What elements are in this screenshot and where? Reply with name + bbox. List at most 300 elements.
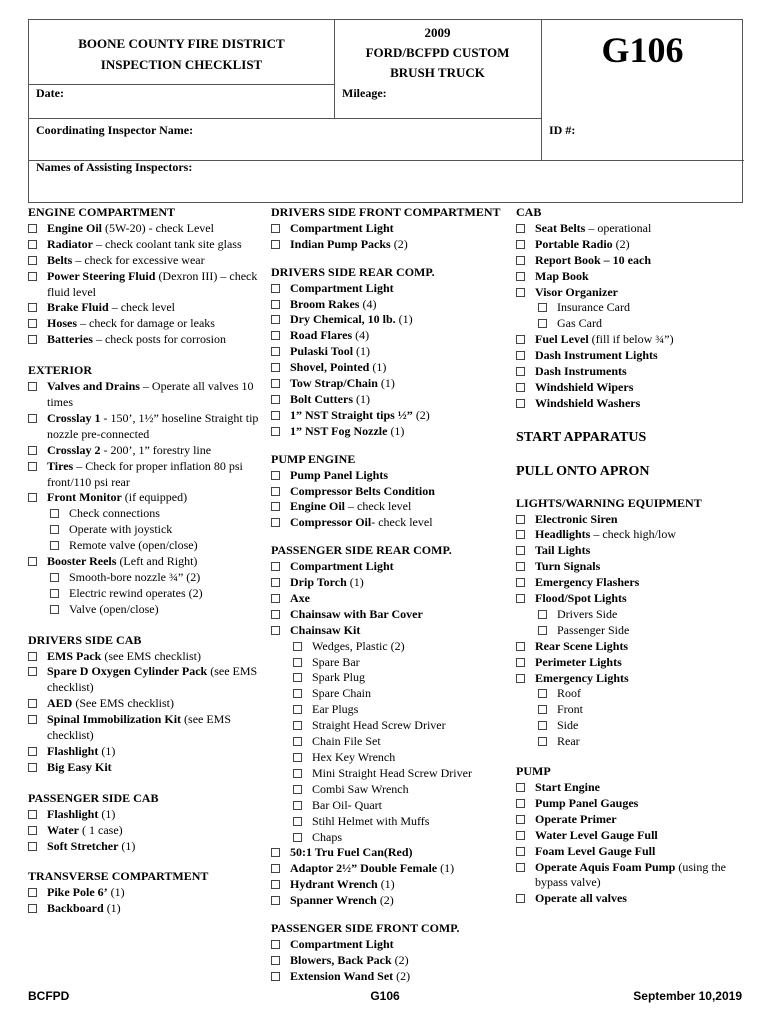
item-note: - 200’, 1” forestry line [100, 442, 212, 457]
item-label: Engine Oil [47, 220, 103, 235]
item-label: Turn Signals [535, 559, 601, 574]
checklist-item [516, 364, 756, 380]
item-label: Start Engine [535, 780, 601, 794]
checklist-item [28, 554, 260, 570]
item-note: (1) [353, 344, 371, 359]
section-title: DRIVERS SIDE FRONT COMPARTMENT [271, 205, 501, 219]
checklist-item [28, 459, 260, 491]
checkbox[interactable] [516, 863, 525, 872]
checkbox[interactable] [50, 573, 59, 582]
item-label: Belts [47, 252, 73, 267]
checklist-item [271, 607, 507, 623]
drivers-cab-list [28, 649, 260, 776]
checkbox[interactable] [28, 763, 37, 772]
checkbox[interactable] [516, 399, 525, 408]
item-note: (1) [103, 901, 121, 916]
checkbox[interactable] [28, 747, 37, 756]
checklist-item [516, 860, 756, 892]
start-apparatus-heading: START APPARATUS [516, 429, 647, 445]
item-label: Pump Panel Lights [290, 467, 389, 482]
item-note: (2) [376, 893, 394, 908]
checklist-subitem [271, 830, 507, 846]
item-label: Compartment Light [290, 936, 394, 951]
vehicle-title [334, 23, 541, 83]
checkbox[interactable] [271, 594, 280, 603]
checkbox[interactable] [293, 769, 302, 778]
column-2 [271, 205, 507, 985]
item-label: Broom Rakes [290, 296, 360, 311]
checklist-item [271, 937, 507, 953]
item-label: Pike Pole 6’ [47, 885, 108, 900]
subitem-label: Straight Head Screw Driver [312, 718, 446, 733]
checkbox[interactable] [516, 240, 525, 249]
item-label: Water [47, 822, 79, 837]
checkbox[interactable] [50, 525, 59, 534]
vehicle-line: BRUSH TRUCK [390, 65, 485, 80]
checklist-subitem [271, 734, 507, 750]
subitem-label: Combi Saw Wrench [312, 781, 409, 796]
subitem-label: Passenger Side [557, 622, 630, 637]
item-label: Extension Wand Set [290, 968, 394, 983]
checkbox[interactable] [516, 815, 525, 824]
checklist-item [516, 285, 756, 301]
item-note: (1) [369, 360, 387, 375]
item-note: – Operate all valves 10 times [47, 379, 254, 409]
section-title: DRIVERS SIDE REAR COMP. [271, 264, 435, 279]
checkbox[interactable] [271, 315, 280, 324]
checkbox[interactable] [516, 288, 525, 297]
item-label: Dry Chemical, 10 lb. [290, 312, 396, 327]
checkbox[interactable] [271, 240, 280, 249]
subitem-label: Ear Plugs [312, 702, 359, 717]
checklist-item [271, 468, 507, 484]
item-label: EMS Pack [47, 648, 102, 663]
checklist-item [28, 300, 260, 316]
item-label: Seat Belts [535, 220, 586, 235]
item-note: (1) [118, 838, 136, 853]
checkbox[interactable] [28, 810, 37, 819]
item-note: (1) [98, 744, 116, 758]
item-label: Pump Panel Gauges [535, 795, 639, 810]
pump-engine-list [271, 468, 507, 532]
checklist-item [516, 655, 756, 671]
checklist-subitem [28, 522, 260, 538]
item-label: Brake Fluid [47, 300, 109, 315]
checklist-item [28, 237, 260, 253]
item-note: (2) [412, 407, 430, 422]
checkbox[interactable] [28, 493, 37, 502]
checklist-item [271, 893, 507, 909]
checkbox[interactable] [28, 557, 37, 566]
checkbox[interactable] [516, 783, 525, 792]
subitem-label: Rear [557, 734, 580, 749]
checkbox[interactable] [271, 411, 280, 420]
checkbox[interactable] [538, 610, 547, 619]
item-label: Report Book – 10 each [535, 252, 651, 267]
section-title: EXTERIOR [28, 363, 93, 378]
checkbox[interactable] [271, 300, 280, 309]
checkbox[interactable] [516, 367, 525, 376]
checkbox[interactable] [538, 319, 547, 328]
item-label: Flashlight [47, 744, 99, 758]
divider [29, 118, 541, 119]
item-label: Backboard [47, 901, 104, 916]
item-label: Water Level Gauge Full [535, 827, 658, 842]
checkbox[interactable] [516, 578, 525, 587]
section-title: PASSENGER SIDE REAR COMP. [271, 543, 452, 558]
transverse-list [28, 885, 260, 917]
checklist-item [28, 807, 260, 823]
item-label: Drip Torch [290, 575, 347, 590]
checklist-subitem [28, 586, 260, 602]
item-note: (1) [377, 376, 395, 391]
checklist-subitem [28, 538, 260, 554]
checkbox[interactable] [28, 303, 37, 312]
checkbox[interactable] [28, 699, 37, 708]
checkbox[interactable] [271, 896, 280, 905]
section-title: PASSENGER SIDE CAB [28, 790, 159, 805]
checklist-item [28, 696, 260, 712]
checkbox[interactable] [293, 833, 302, 842]
checkbox[interactable] [271, 626, 280, 635]
checklist-subitem [516, 316, 756, 332]
checkbox[interactable] [28, 240, 37, 249]
checkbox[interactable] [28, 715, 37, 724]
checklist-item [516, 639, 756, 655]
checkbox[interactable] [271, 379, 280, 388]
checkbox[interactable] [516, 335, 525, 344]
checklist-item [271, 845, 507, 861]
checkbox[interactable] [271, 940, 280, 949]
item-label: Portable Radio [535, 236, 613, 251]
item-note: – check high/low [590, 527, 676, 542]
checklist-item [271, 559, 507, 575]
checkbox[interactable] [271, 284, 280, 293]
checkbox[interactable] [516, 642, 525, 651]
checkbox[interactable] [271, 427, 280, 436]
item-note: – check posts for corrosion [92, 332, 226, 347]
checklist-item [271, 376, 507, 392]
checklist-item [271, 237, 507, 253]
section-title: ENGINE COMPARTMENT [28, 205, 176, 219]
item-note: (1) [98, 806, 116, 821]
checkbox[interactable] [28, 462, 37, 471]
checklist-item [28, 664, 260, 696]
checklist-item [516, 332, 756, 348]
checklist-item [516, 559, 756, 575]
checklist-item [28, 269, 260, 301]
checkbox[interactable] [28, 382, 37, 391]
subitem-label: Valve (open/close) [69, 601, 159, 616]
checkbox[interactable] [538, 737, 547, 746]
checkbox[interactable] [538, 689, 547, 698]
item-label: Booster Reels [47, 554, 117, 569]
subitem-label: Bar Oil- Quart [312, 797, 382, 812]
checkbox[interactable] [293, 817, 302, 826]
item-label: Valves and Drains [47, 379, 140, 394]
checkbox[interactable] [28, 888, 37, 897]
pull-onto-apron-heading: PULL ONTO APRON [516, 463, 650, 479]
checkbox[interactable] [516, 351, 525, 360]
checkbox[interactable] [28, 414, 37, 423]
checklist-item [516, 591, 756, 607]
checklist-item [516, 543, 756, 559]
subitem-label: Spark Plug [312, 670, 366, 685]
checkbox[interactable] [271, 487, 280, 496]
checkbox[interactable] [50, 541, 59, 550]
item-note: ( 1 case) [79, 822, 123, 837]
unit-number: G106 [601, 30, 684, 70]
checklist-subitem [28, 570, 260, 586]
org-line: BOONE COUNTY FIRE DISTRICT [78, 36, 285, 51]
checkbox[interactable] [516, 546, 525, 555]
checkbox[interactable] [28, 652, 37, 661]
checkbox[interactable] [516, 658, 525, 667]
checkbox[interactable] [28, 256, 37, 265]
item-label: Compressor Oil [290, 515, 372, 530]
checkbox[interactable] [28, 904, 37, 913]
subitem-label: Operate with joystick [69, 522, 173, 537]
checkbox[interactable] [293, 721, 302, 730]
item-label: Electronic Siren [535, 511, 618, 526]
item-label: Headlights [535, 527, 591, 542]
checkbox[interactable] [538, 303, 547, 312]
checkbox[interactable] [516, 894, 525, 903]
checkbox[interactable] [50, 589, 59, 598]
visor-sublist [516, 300, 756, 332]
checklist-item [516, 575, 756, 591]
checkbox[interactable] [516, 224, 525, 233]
checkbox[interactable] [516, 674, 525, 683]
checkbox[interactable] [271, 347, 280, 356]
checklist-item [516, 828, 756, 844]
checklist-item [516, 396, 756, 412]
checklist-item [28, 221, 260, 237]
header-box [28, 19, 743, 203]
section-title: TRANSVERSE COMPARTMENT [28, 869, 209, 884]
mileage-label: Mileage: [342, 86, 387, 100]
item-label: Operate all valves [535, 891, 627, 906]
checklist-subitem [28, 506, 260, 522]
subitem-label: Check connections [69, 506, 160, 521]
checkbox[interactable] [516, 562, 525, 571]
subitem-label: Drivers Side [557, 606, 618, 621]
checklist-subitem [271, 782, 507, 798]
checkbox[interactable] [271, 578, 280, 587]
checkbox[interactable] [28, 335, 37, 344]
item-label: Dash Instruments [535, 364, 627, 379]
checkbox[interactable] [293, 689, 302, 698]
checkbox[interactable] [271, 848, 280, 857]
item-label: Spare D Oxygen Cylinder Pack [47, 664, 208, 679]
item-note: (see EMS checklist) [47, 664, 258, 695]
pump-list [516, 780, 756, 907]
subitem-label: Spare Bar [312, 654, 360, 669]
checkbox[interactable] [28, 446, 37, 455]
checklist-item [28, 316, 260, 332]
checklist-item [271, 623, 507, 639]
item-note: (see EMS checklist) [47, 712, 232, 743]
item-label: Spanner Wrench [290, 893, 377, 908]
checklist-item [271, 861, 507, 877]
drivers-rear-list [271, 281, 507, 440]
checkbox[interactable] [538, 721, 547, 730]
item-label: Batteries [47, 332, 93, 347]
checkbox[interactable] [516, 847, 525, 856]
checklist-subitem [271, 655, 507, 671]
checkbox[interactable] [538, 705, 547, 714]
checkbox[interactable] [28, 842, 37, 851]
subitem-label: Mini Straight Head Screw Driver [312, 765, 472, 780]
checkbox[interactable] [293, 785, 302, 794]
checkbox[interactable] [271, 518, 280, 527]
item-note: – check coolant tank site glass [93, 236, 242, 251]
checklist-subitem [271, 670, 507, 686]
item-label: Crosslay 1 [47, 410, 101, 425]
item-label: Tires [47, 458, 74, 473]
checkbox[interactable] [516, 272, 525, 281]
checklist-item [28, 839, 260, 855]
checklist-item [516, 221, 756, 237]
checkbox[interactable] [271, 972, 280, 981]
checkbox[interactable] [516, 530, 525, 539]
checkbox[interactable] [271, 395, 280, 404]
checkbox[interactable] [28, 826, 37, 835]
emergency-lights-sublist [516, 686, 756, 750]
subitem-label: Wedges, Plastic (2) [312, 638, 405, 653]
checklist-item [28, 823, 260, 839]
subitem-label: Front [557, 702, 584, 717]
checklist-item [516, 891, 756, 907]
checkbox[interactable] [293, 673, 302, 682]
checklist-item [271, 484, 507, 500]
checklist-item [516, 844, 756, 860]
checkbox[interactable] [271, 956, 280, 965]
checklist-item [271, 515, 507, 531]
checkbox[interactable] [28, 319, 37, 328]
item-label: Chainsaw with Bar Cover [290, 606, 423, 621]
checkbox[interactable] [271, 864, 280, 873]
checklist-item [516, 812, 756, 828]
item-label: Flashlight [47, 806, 99, 821]
chainsaw-kit-sublist [271, 639, 507, 846]
checklist-item [271, 424, 507, 440]
subitem-label: Remote valve (open/close) [69, 538, 198, 553]
checkbox[interactable] [28, 272, 37, 281]
item-note: (using the bypass valve) [535, 859, 727, 890]
id-label: ID #: [549, 123, 576, 137]
checklist-item [271, 877, 507, 893]
checkbox[interactable] [516, 799, 525, 808]
checkbox[interactable] [271, 502, 280, 511]
checkbox[interactable] [271, 880, 280, 889]
checklist-item [271, 392, 507, 408]
checkbox[interactable] [293, 658, 302, 667]
checklist-item [271, 344, 507, 360]
vehicle-line: FORD/BCFPD CUSTOM [365, 45, 510, 60]
item-label: Rear Scene Lights [535, 638, 629, 653]
checkbox[interactable] [538, 626, 547, 635]
checkbox[interactable] [516, 594, 525, 603]
checkbox[interactable] [271, 331, 280, 340]
checkbox[interactable] [28, 667, 37, 676]
org-line: INSPECTION CHECKLIST [100, 57, 263, 72]
section-title: PUMP [516, 764, 551, 779]
section-title: PASSENGER SIDE FRONT COMP. [271, 921, 460, 936]
checkbox[interactable] [293, 801, 302, 810]
subitem-label: Electric rewind operates (2) [69, 585, 203, 600]
item-note: – Check for proper inflation 80 psi front/110 psi rear [47, 458, 243, 489]
checkbox[interactable] [28, 224, 37, 233]
item-label: Flood/Spot Lights [535, 591, 627, 606]
item-note: (2) [390, 236, 408, 251]
checklist-item [28, 649, 260, 665]
item-label: Big Easy Kit [47, 759, 112, 774]
item-note: (5W-20) - check Level [102, 220, 214, 235]
subitem-label: Side [557, 718, 579, 733]
checkbox[interactable] [516, 256, 525, 265]
item-label: Front Monitor [47, 490, 122, 505]
passenger-rear-list [271, 559, 507, 639]
item-label: Compartment Light [290, 280, 394, 295]
item-note: - check level [371, 515, 433, 530]
checkbox[interactable] [271, 610, 280, 619]
cab-list [516, 221, 756, 301]
checklist-subitem [28, 602, 260, 618]
item-label: Engine Oil [290, 499, 346, 514]
subitem-label: Chaps [312, 829, 342, 844]
checkbox[interactable] [50, 605, 59, 614]
checkbox[interactable] [271, 363, 280, 372]
item-label: Foam Level Gauge Full [535, 843, 656, 858]
section-title: PUMP ENGINE [271, 451, 356, 466]
checkbox[interactable] [271, 471, 280, 480]
checkbox[interactable] [293, 642, 302, 651]
checklist-item [271, 312, 507, 328]
subitem-label: Insurance Card [557, 300, 630, 315]
checkbox[interactable] [516, 831, 525, 840]
section-title: LIGHTS/WARNING EQUIPMENT [516, 495, 702, 510]
checklist-item [516, 796, 756, 812]
coordinating-inspector-label: Coordinating Inspector Name: [36, 123, 194, 137]
item-note: (1) [395, 312, 413, 327]
item-note: (1) [107, 885, 125, 900]
checklist-item [271, 281, 507, 297]
checkbox[interactable] [50, 509, 59, 518]
checklist-item [516, 348, 756, 364]
cab-list-2 [516, 332, 756, 412]
checkbox[interactable] [516, 383, 525, 392]
item-label: Operate Primer [535, 811, 617, 826]
checklist-subitem [516, 623, 756, 639]
checkbox[interactable] [271, 224, 280, 233]
checkbox[interactable] [271, 562, 280, 571]
checklist-subitem [271, 718, 507, 734]
checklist-item [271, 221, 507, 237]
item-label: Compartment Light [290, 220, 394, 235]
checklist-item [28, 901, 260, 917]
divider [29, 84, 334, 85]
checkbox[interactable] [293, 753, 302, 762]
checklist-item [28, 253, 260, 269]
subitem-label: Spare Chain [312, 686, 371, 701]
item-label: Windshield Washers [535, 395, 641, 410]
checkbox[interactable] [516, 515, 525, 524]
checkbox[interactable] [293, 737, 302, 746]
item-label: 1” NST Straight tips ½” [290, 407, 413, 422]
item-label: Road Flares [290, 328, 353, 343]
checkbox[interactable] [293, 705, 302, 714]
